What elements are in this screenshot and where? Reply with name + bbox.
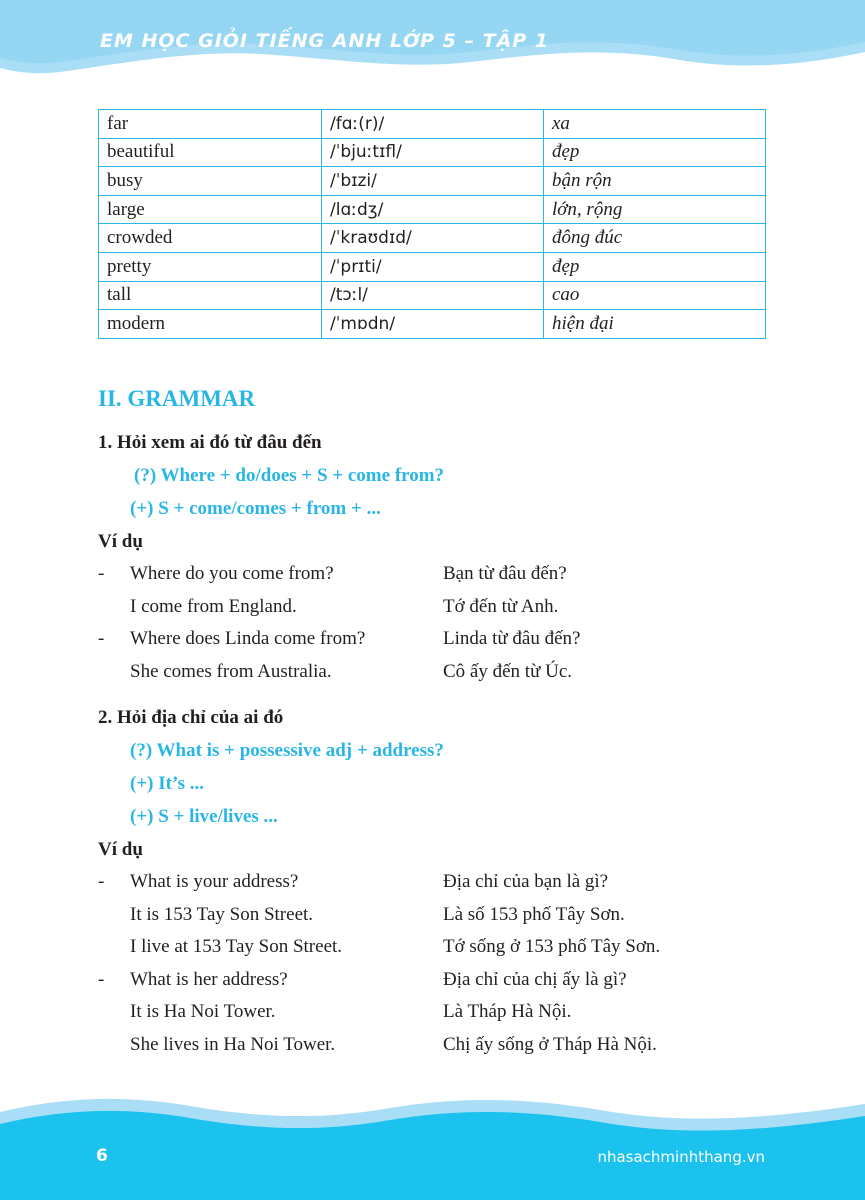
example-english: What is her address? [130,968,288,990]
example-english: I come from England. [130,595,297,617]
grammar-subsection-address [98,701,778,1061]
example-bullet [98,996,130,1029]
example-english: It is Ha Noi Tower. [130,1001,276,1022]
example-english: She lives in Ha Noi Tower. [130,1033,336,1055]
vocab-ipa: /fɑː(r)/ [322,110,544,139]
header-title: EM HỌC GIỎI TIẾNG ANH LỚP 5 – TẬP 1 [100,30,550,52]
vocab-ipa: /ˈkraʊdɪd/ [322,224,544,253]
vocab-word: crowded [99,224,322,253]
vocabulary-row [99,252,766,281]
example-english: I live at 153 Tay Son Street. [130,936,343,957]
example-english: What is your address? [130,871,299,892]
grammar-subsection-origin [98,426,778,688]
example-bullet [98,1029,130,1062]
subsection-title: 2. Hỏi địa chỉ của ai đó [98,707,284,728]
example-label: Ví dụ [98,531,143,552]
vocab-ipa: /ˈprɪti/ [322,252,544,281]
example-vietnamese: Là số 153 phố Tây Sơn. [443,903,625,925]
example-row [98,899,778,932]
vocab-word: modern [99,310,322,339]
vocab-word: large [99,195,322,224]
vocab-ipa: /ˈbjuːtɪfl/ [322,138,544,167]
vocabulary-row [99,195,766,224]
vocab-meaning: đông đúc [544,224,766,253]
example-row [98,558,778,591]
example-bullet [98,591,130,624]
example-vietnamese: Địa chỉ của bạn là gì? [443,871,609,892]
subsection-title: 1. Hỏi xem ai đó từ đâu đến [98,432,322,453]
page-number: 6 [96,1146,108,1166]
example-bullet: - [98,871,105,892]
example-english: Where do you come from? [130,563,334,584]
formula-question: (?) What is + possessive adj + address? [130,740,444,761]
example-vietnamese: Tớ đến từ Anh. [443,595,559,617]
formula-answer: (+) It’s ... [130,773,204,794]
vocabulary-row [99,167,766,196]
grammar-section [98,382,778,1061]
vocab-meaning: hiện đại [544,310,766,339]
footer-wave-band [0,1090,865,1200]
example-english: Where does Linda come from? [130,628,366,649]
example-bullet [98,899,130,932]
example-vietnamese: Linda từ đâu đến? [443,628,581,649]
example-label: Ví dụ [98,839,143,860]
vocab-ipa: /ˈbɪzi/ [322,167,544,196]
vocab-meaning: xa [544,110,766,139]
example-bullet [98,656,130,689]
vocab-ipa: /ˈmɒdn/ [322,310,544,339]
vocab-word: tall [99,281,322,310]
vocab-meaning: cao [544,281,766,310]
example-row [98,866,778,899]
vocabulary-row [99,224,766,253]
example-row [98,623,778,656]
vocab-ipa: /tɔːl/ [322,281,544,310]
vocab-word: busy [99,167,322,196]
formula-answer: (+) S + come/comes + from + ... [130,498,381,519]
example-bullet: - [98,563,105,584]
example-row [98,996,778,1029]
section-title: II. GRAMMAR [98,386,256,411]
example-bullet: - [98,968,105,990]
formula-question: (?) Where + do/does + S + come from? [134,465,445,486]
vocab-word: pretty [99,252,322,281]
example-bullet [98,931,130,964]
example-vietnamese: Bạn từ đâu đến? [443,563,567,584]
formula-answer: (+) S + live/lives ... [130,806,278,827]
vocab-word: far [99,110,322,139]
example-row [98,1029,778,1062]
example-vietnamese: Chị ấy sống ở Tháp Hà Nội. [443,1033,657,1055]
example-english: It is 153 Tay Son Street. [130,903,314,925]
example-row [98,656,778,689]
website-link[interactable]: nhasachminhthang.vn [597,1148,765,1166]
vocab-meaning: bận rộn [544,167,766,196]
vocabulary-row [99,281,766,310]
vocabulary-row [99,310,766,339]
example-bullet: - [98,628,105,649]
example-list [98,866,778,1061]
example-vietnamese: Địa chỉ của chị ấy là gì? [443,968,627,990]
example-row [98,591,778,624]
vocabulary-row [99,138,766,167]
vocab-meaning: đẹp [544,252,766,281]
vocab-meaning: lớn, rộng [544,195,766,224]
example-row [98,931,778,964]
vocab-ipa: /lɑːdʒ/ [322,195,544,224]
example-row [98,964,778,997]
vocabulary-row [99,110,766,139]
example-list [98,558,778,688]
example-vietnamese: Cô ấy đến từ Úc. [443,660,573,682]
example-english: She comes from Australia. [130,660,332,682]
example-vietnamese: Là Tháp Hà Nội. [443,1001,572,1022]
vocab-word: beautiful [99,138,322,167]
vocabulary-table [98,109,766,339]
example-vietnamese: Tớ sống ở 153 phố Tây Sơn. [443,936,661,957]
vocab-meaning: đẹp [544,138,766,167]
